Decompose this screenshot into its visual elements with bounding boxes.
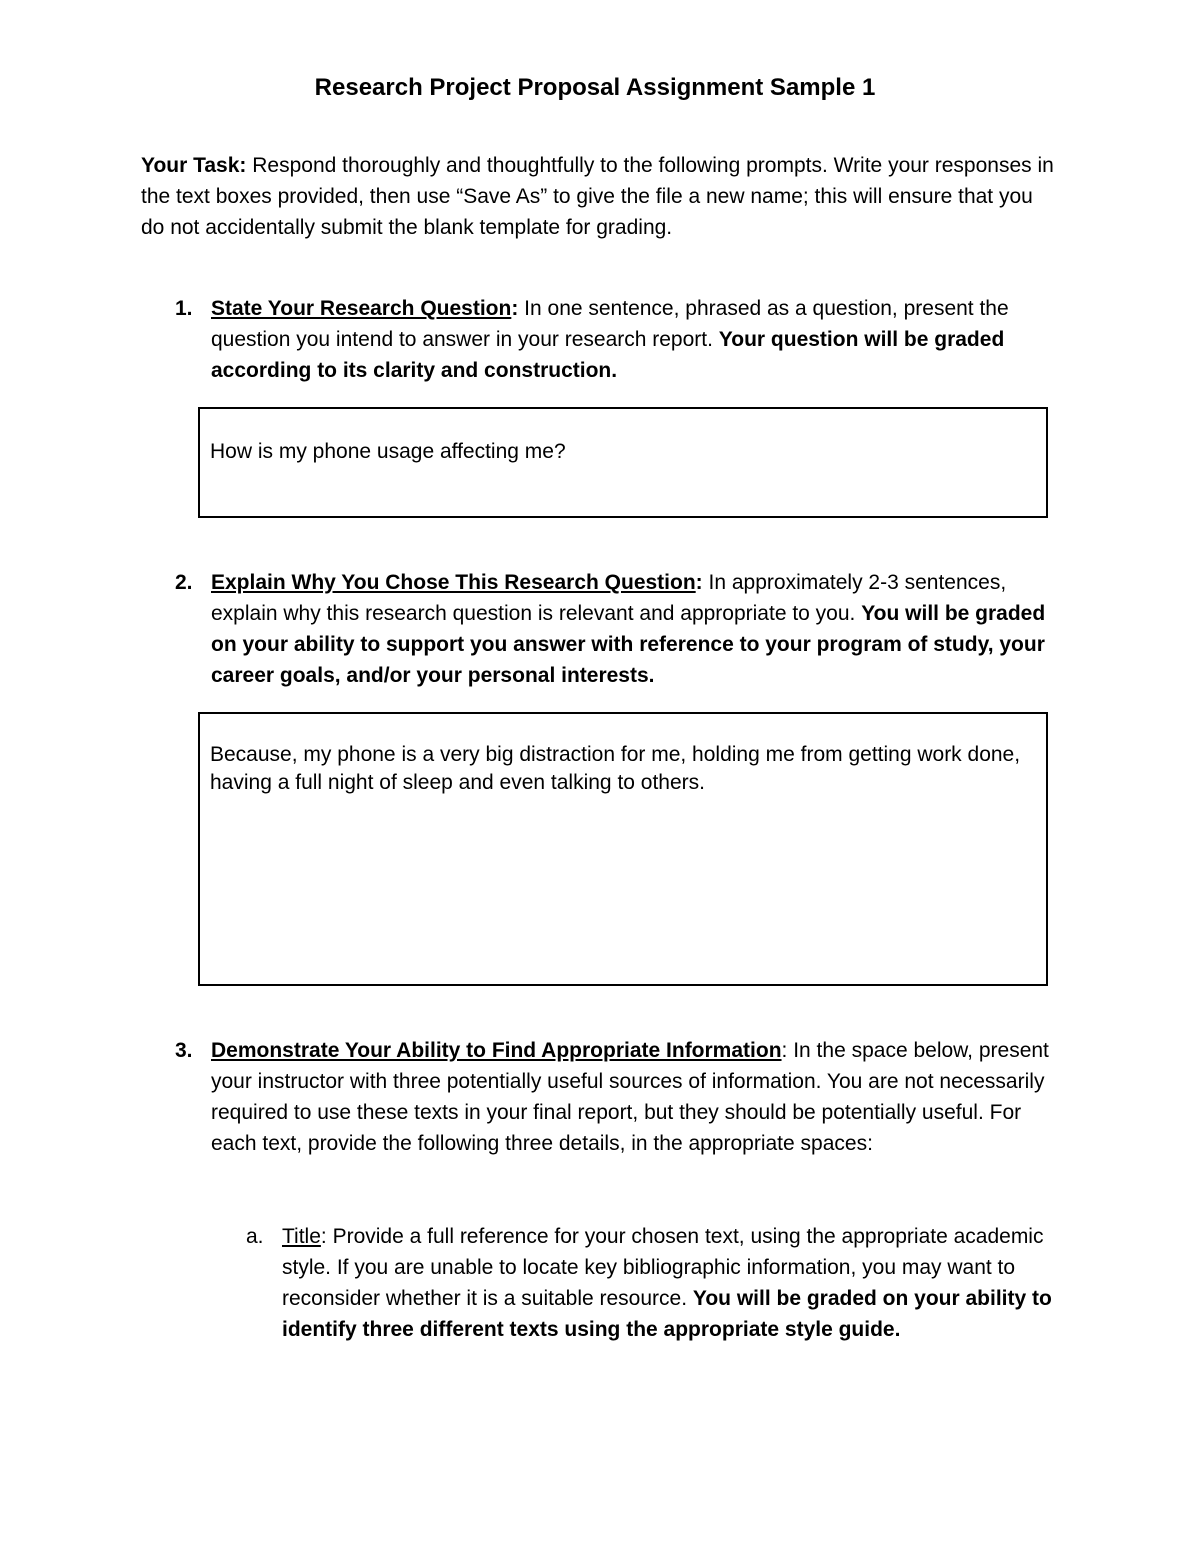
sub-item-a-heading: Title (282, 1225, 321, 1248)
question-1-body: In one sentence, phrased as a question, present the question you intend to answer in your research report. (211, 297, 1009, 351)
sub-item-a-body: Provide a full reference for your chosen text, using the appropriate academic style. If you are unable to locate key bibliographic information, you may want to reconsider whether it is a suitable resource. (282, 1225, 1044, 1310)
sub-item-a-letter: a. (246, 1225, 264, 1248)
answer-box-2[interactable] (198, 712, 1048, 986)
answer-1-text: How is my phone usage affecting me? (210, 440, 566, 463)
question-1-prompt (211, 293, 1071, 386)
task-text: Respond thoroughly and thoughtfully to the following prompts. Write your responses in the text boxes provided, then use “Save As” to give the file a new name; this will ensure that you do not accidentally submit the blank template for grading. (141, 154, 1054, 239)
sub-item-a-grading: You will be graded on your ability to identify three different texts using the appropriate style guide. (282, 1287, 1052, 1341)
question-1-grading: Your question will be graded according to its clarity and construction. (211, 328, 1005, 382)
question-2-number: 2. (175, 571, 193, 594)
question-2-prompt (211, 567, 1071, 691)
question-1-colon: : (511, 297, 519, 320)
task-label: Your Task: (141, 154, 247, 177)
question-2-colon: : (695, 571, 703, 594)
question-3-heading: Demonstrate Your Ability to Find Appropriate Information (211, 1039, 782, 1062)
answer-box-1[interactable] (198, 407, 1048, 518)
question-2-body: In approximately 2-3 sentences, explain why this research question is relevant and appropriate to you. (211, 571, 1007, 625)
question-1-number: 1. (175, 297, 193, 320)
page-title: Research Project Proposal Assignment Sample 1 (314, 74, 876, 101)
question-3-number: 3. (175, 1039, 193, 1062)
question-1-heading: State Your Research Question (211, 297, 512, 320)
question-3-prompt (211, 1035, 1071, 1159)
question-3-body: In the space below, present your instructor with three potentially useful sources of information. You are not necessarily required to use these texts in your final report, but they should be potentially useful. For each text, provide the following three details, in the appropriate spaces: (211, 1039, 1049, 1155)
sub-item-a-prompt (282, 1221, 1072, 1345)
sub-item-a-colon: : (320, 1225, 327, 1248)
question-2-grading: You will be graded on your ability to support you answer with reference to your program of study, your career goals, and/or your personal interests. (211, 602, 1046, 687)
question-3-colon: : (781, 1039, 788, 1062)
answer-2-text: Because, my phone is a very big distraction for me, holding me from getting work done, having a full night of sleep and even talking to others. (210, 743, 1021, 794)
task-instructions (141, 150, 1061, 243)
question-2-heading: Explain Why You Chose This Research Question (211, 571, 696, 594)
